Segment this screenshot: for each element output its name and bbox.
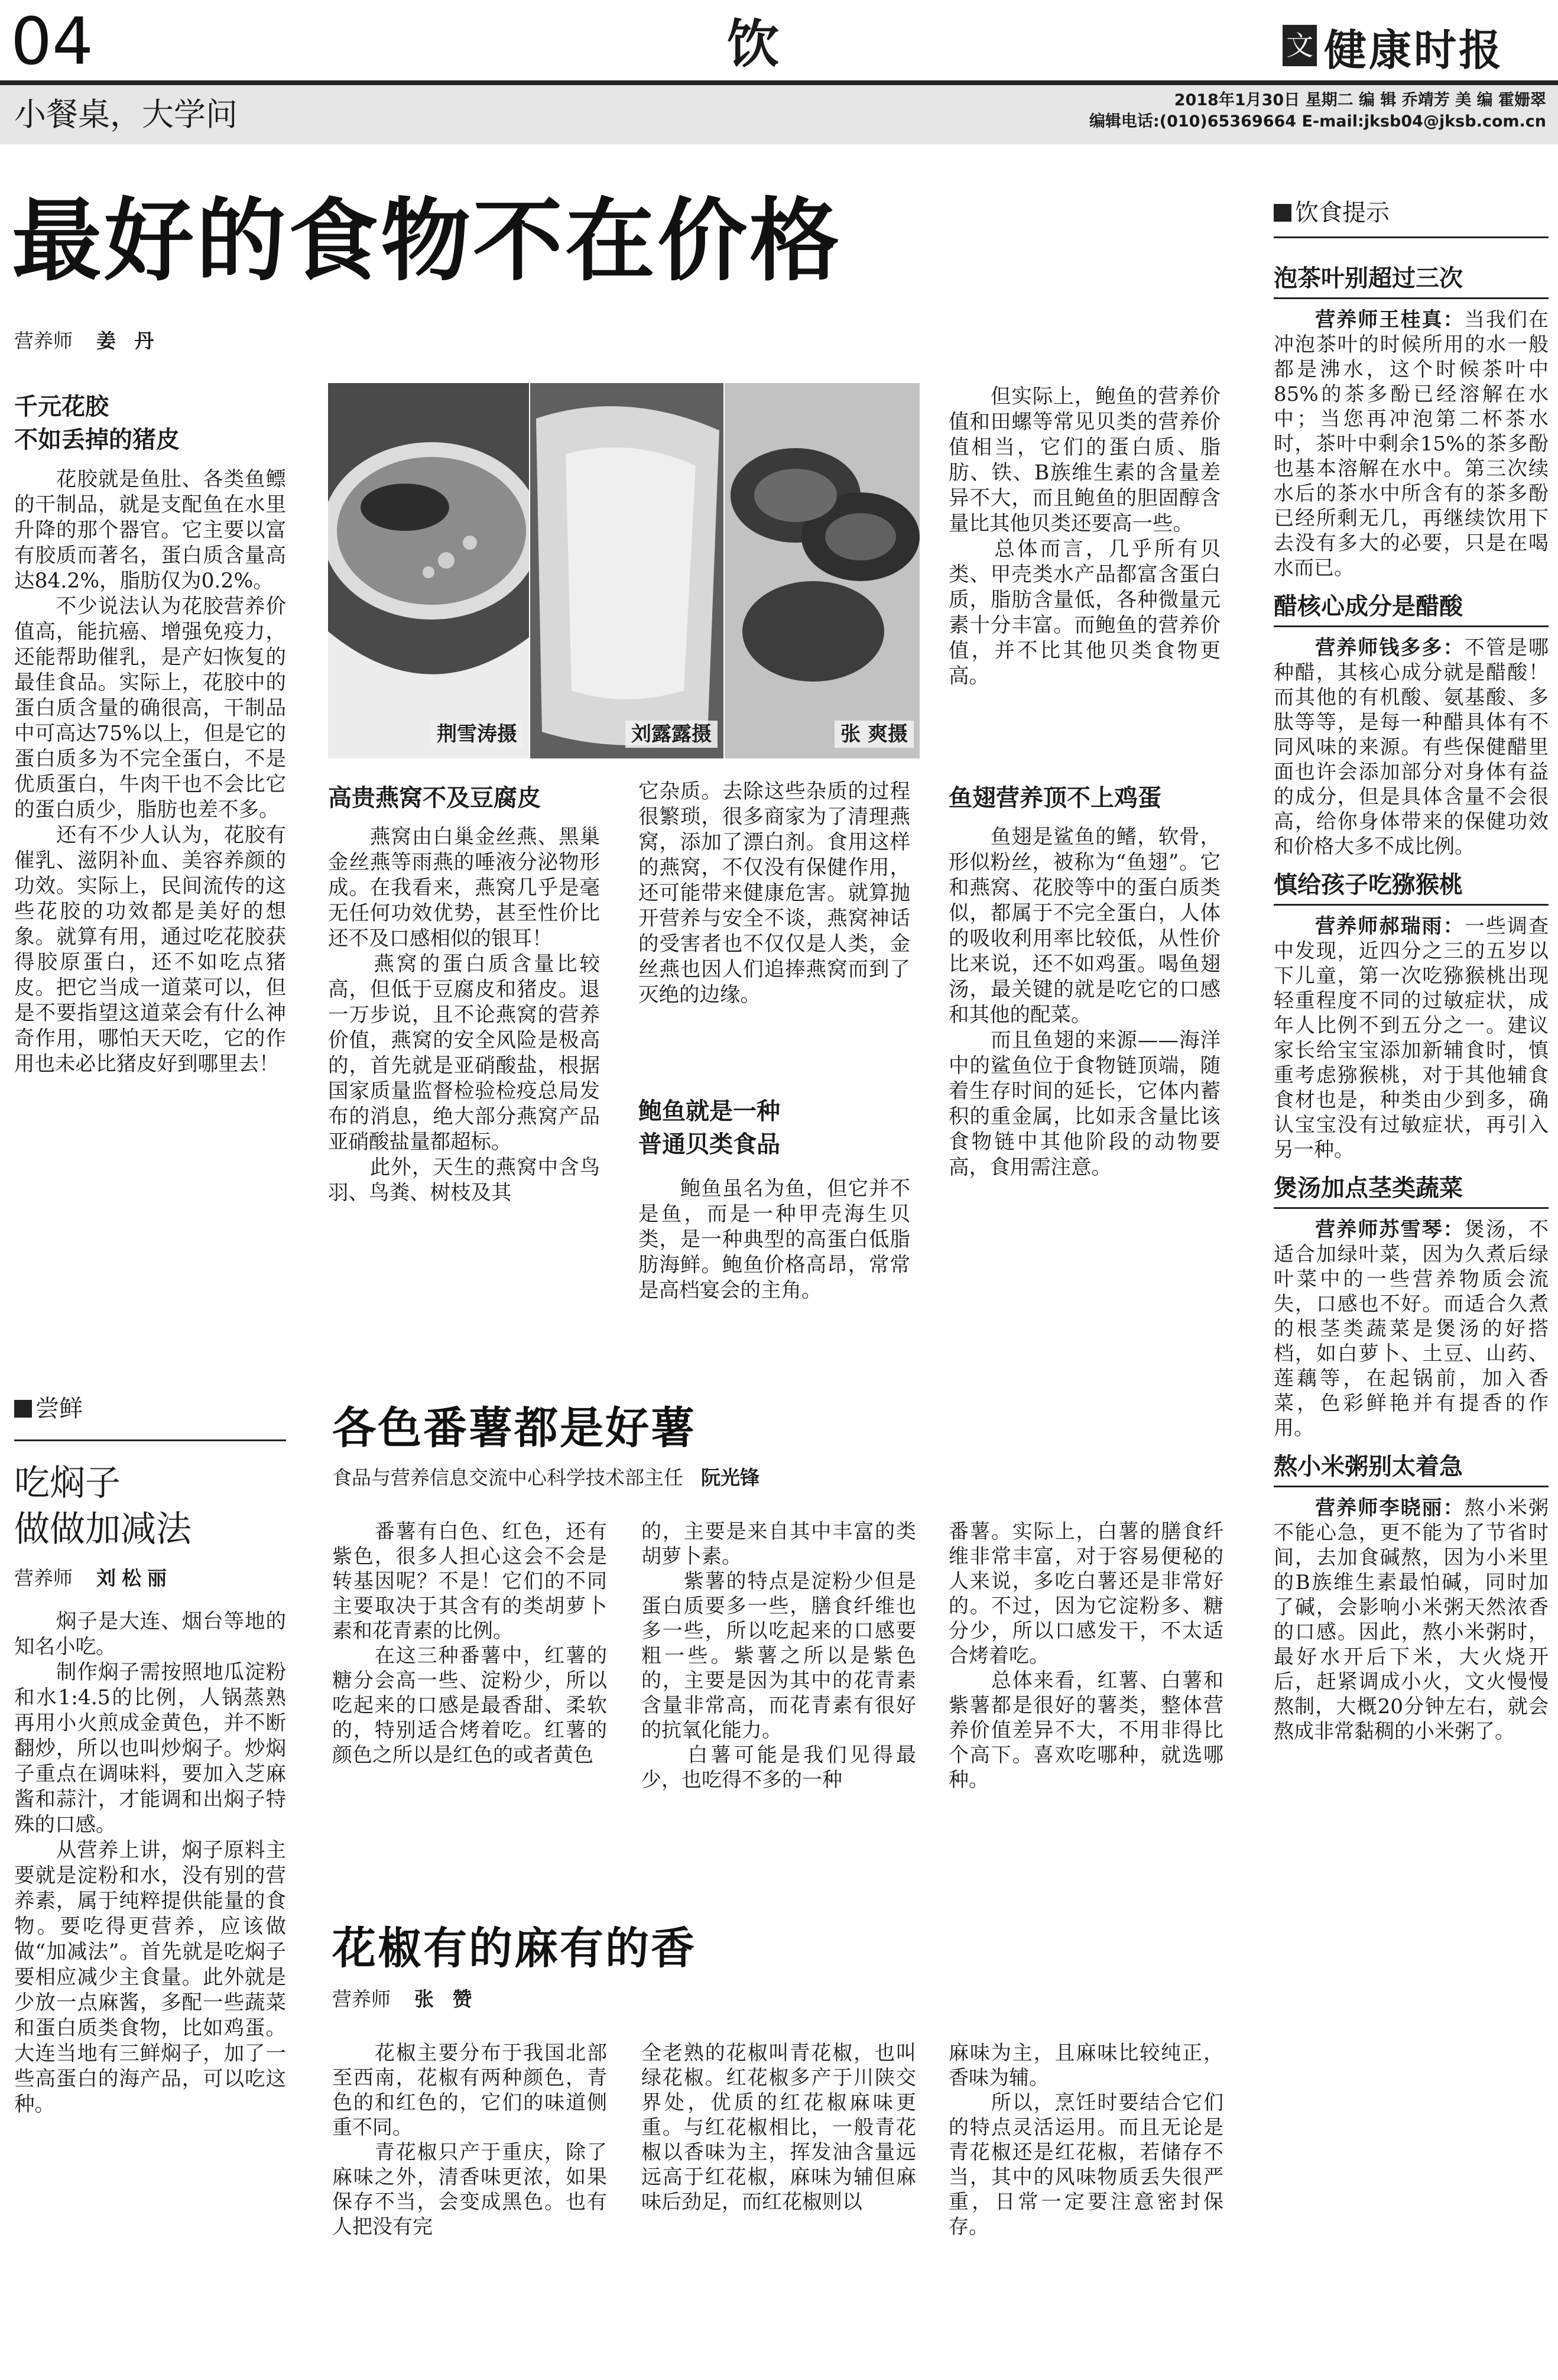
pepper-byline	[332, 1986, 478, 2012]
tip-item	[1274, 591, 1549, 859]
article-body-bird-nest-cont: 它杂质。去除这些杂质的过程很繁琐，很多商家为了清理燕窝，添加了漂白剂。食用这样的燕窝，不仅没有保健作用，还可能带来健康危害。就算抛开营养与安全不谈，燕窝神话的受害者也不仅仅是人类，金丝燕也因人们追捧燕窝而到了灭绝的边缘。	[638, 780, 910, 1007]
tip-list	[1274, 263, 1549, 1744]
tip-title: 熬小米粥别太着急	[1274, 1453, 1463, 1480]
article-body-shark-fin: 鱼翅是鲨鱼的鳍，软骨，形似粉丝，被称为“鱼翅”。它和燕窝、花胶等中的蛋白质类似，都属于不完全蛋白，人体的吸收利用率比较低，从性价比来说，还不如鸡蛋。喝鱼翅汤，最关键的就是吃它的口感和其他的配菜。 而且鱼翅的来源——海洋中的鲨鱼位于食物链顶端，随着生存时间的延长，它体内蓄积的重金属，比如汞含量比该食物链中其他阶段的动物要高，食用需注意。	[949, 825, 1221, 1179]
subhead-abalone: 鲍鱼就是一种 普通贝类食品	[638, 1098, 780, 1158]
page-number: 04	[11, 4, 93, 79]
pepper-headline: 花椒有的麻有的香	[332, 1923, 696, 1974]
tip-body: 煲汤，不适合加绿叶菜，因为久煮后绿叶菜中的一些营养物质会流失，口感也不好。而适合久煮的根茎类蔬菜是煲汤的好搭档，如白萝卜、土豆、山药、莲藕等，在起锅前，加入香菜，色彩鲜艳并有提香的作用。	[1274, 1218, 1549, 1440]
tip-text	[1274, 1217, 1549, 1441]
sweet-potato-byline	[332, 1465, 759, 1491]
byline-name: 张 赞	[414, 1987, 478, 2011]
subhead-bird-nest: 高贵燕窝不及豆腐皮	[328, 784, 541, 812]
column-tag-tasting: 尝鲜	[14, 1394, 83, 1424]
tip-author: 营养师苏雪琴：	[1314, 1218, 1465, 1241]
byline-role: 营养师	[14, 329, 73, 352]
pepper-col-2: 全老熟的花椒叫青花椒，也叫绿花椒。红花椒多产于川陕交界处，优质的红花椒麻味更重。与红花椒相比，一般青花椒以香味为主，挥发油含量远远高于红花椒，麻味为辅但麻味后劲足，而红花椒则以	[641, 2041, 916, 2214]
section-slogan: 小餐桌，大学问	[14, 96, 238, 133]
photo-abalone	[725, 383, 920, 758]
tip-title: 泡茶叶别超过三次	[1274, 265, 1463, 292]
byline-name: 姜 丹	[96, 329, 160, 352]
sweet-potato-col-1: 番薯有白色、红色，还有紫色，很多人担心这会不会是转基因呢？不是！它们的不同主要取决于其含有的类胡萝卜素和花青素的比例。 在这三种番薯中，红薯的糖分会高一些、淀粉少，所以吃起来的口感是最香甜、柔软的，特别适合烤着吃。红薯的颜色之所以是红色的或者黄色	[332, 1520, 607, 1767]
tip-item	[1274, 870, 1549, 1162]
logo-mark: 文	[1283, 25, 1317, 66]
tofu-skin-illustration	[530, 383, 723, 758]
tasting-byline	[14, 1565, 173, 1591]
byline-role: 食品与营养信息交流中心科学技术部主任	[332, 1466, 683, 1489]
tip-text	[1274, 635, 1549, 859]
tip-author: 营养师钱多多：	[1314, 636, 1465, 660]
pepper-col-3: 麻味为主，且麻味比较纯正，香味为辅。 所以，烹饪时要结合它们的特点灵活运用。而且无论是青花椒还是红花椒，若储存不当，其中的风味物质丢失很严重，日常一定要注意密封保存。	[949, 2041, 1223, 2239]
tip-author: 营养师李晓丽：	[1314, 1496, 1465, 1520]
tip-author: 营养师郝瑞雨：	[1314, 915, 1465, 938]
main-headline: 最好的食物不在价格	[12, 189, 842, 293]
masthead-logo: 健康时报	[1324, 25, 1504, 75]
tip-body: 当我们在冲泡茶叶的时候所用的水一般都是沸水，这个时候茶叶中85%的茶多酚已经溶解在水中；当您再冲泡第二杯茶水时，茶叶中剩余15%的茶多酚也基本溶解在水中。第三次续水后的茶水中所含有的茶多酚已经所剩无几，再继续饮用下去没有多大的必要，只是在喝水而已。	[1274, 308, 1549, 580]
subhead-shark-fin: 鱼翅营养顶不上鸡蛋	[949, 784, 1161, 812]
photo-credit: 刘露露摄	[625, 721, 718, 748]
tip-rule	[1274, 297, 1549, 299]
tip-author: 营养师王桂真：	[1314, 308, 1465, 332]
photo-bird-nest-soup	[328, 383, 529, 758]
article-body-abalone: 鲍鱼虽名为鱼，但它并不是鱼，而是一种甲壳海生贝类，是一种典型的高蛋白低脂肪海鲜。鲍鱼价格高昂，常常是高档宴会的主角。	[638, 1177, 910, 1302]
tasting-title: 吃焖子 做做加减法	[14, 1463, 191, 1550]
tip-text	[1274, 307, 1549, 581]
tip-title: 慎给孩子吃猕猴桃	[1274, 871, 1463, 899]
tag-rule	[14, 1439, 286, 1441]
tip-body: 不管是哪种醋，其核心成分就是醋酸！而其他的有机酸、氨基酸、多肽等等，是每一种醋具体有不同风味的来源。有些保健醋里面也许会添加部分对身体有益的成分，但是具体含量不会很高，给你身体带来的保健功效和价格大多不成比例。	[1274, 636, 1549, 858]
tip-item	[1274, 263, 1549, 581]
tip-rule	[1274, 625, 1549, 627]
photo-tofu-skin	[530, 383, 723, 758]
tip-text	[1274, 1496, 1549, 1744]
sweet-potato-col-3: 番薯。实际上，白薯的膳食纤维非常丰富，对于容易便秘的人来说，多吃白薯还是非常好的。不过，因为它淀粉多、糖分少，所以口感发干，不太适合烤着吃。 总体来看，红薯、白薯和紫薯都是很好的薯类，整体营养价值差异不大，不用非得比个高下。喜欢吃哪种，就选哪种。	[949, 1520, 1223, 1792]
tip-title: 醋核心成分是醋酸	[1274, 593, 1463, 620]
byline-role: 营养师	[14, 1567, 73, 1590]
byline-role: 营养师	[332, 1987, 391, 2011]
abalone-illustration	[725, 383, 920, 758]
pepper-col-1: 花椒主要分布于我国北部至西南，花椒有两种颜色，青色的和红色的，它们的味道侧重不同。 青花椒只产于重庆，除了麻味之外，清香味更浓，如果保存不当，会变成黑色。也有人把没有完	[332, 2041, 607, 2239]
tip-rule	[1274, 1207, 1549, 1209]
article-body-bird-nest: 燕窝由白巢金丝燕、黑巢金丝燕等雨燕的唾液分泌物形成。在我看来，燕窝几乎是毫无任何功效优势，甚至性价比还不及口感相似的银耳！ 燕窝的蛋白质含量比较高，但低于豆腐皮和猪皮。退一万步说，且不论燕窝的营养价值，燕窝的安全风险是极高的，首先就是亚硝酸盐，根据国家质量监督检验检疫总局发布的消息，绝大部分燕窝产品亚硝酸盐量都超标。 此外，天生的燕窝中含鸟羽、鸟粪、树枝及其	[328, 825, 600, 1205]
contact-line: 编辑电话:(010)65369664 E-mail:jksb04@jksb.com.cn	[1089, 112, 1546, 131]
date-line: 2018年1月30日 星期二 编 辑 乔靖芳 美 编 霍姗翠	[1174, 91, 1546, 109]
subhead-fish-maw: 千元花胶 不如丢掉的猪皮	[14, 393, 180, 453]
main-byline	[14, 328, 160, 354]
sweet-potato-col-2: 的，主要是来自其中丰富的类胡萝卜素。 紫薯的特点是淀粉少但是蛋白质要多一些，膳食纤维也多一些，所以吃起来的口感要粗一些。紫薯之所以是紫色的，主要是因为其中的花青素含量非常高，而花青素有很好的抗氧化能力。 白薯可能是我们见得最少，也吃得不多的一种	[641, 1520, 916, 1792]
article-body-abalone-cont: 但实际上，鲍鱼的营养价值和田螺等常见贝类的营养价值相当，它们的蛋白质、脂肪、铁、B族维生素的含量差异不大，而且鲍鱼的胆固醇含量比其他贝类还要高一些。 总体而言，几乎所有贝类、甲壳类水产品都富含蛋白质，脂肪含量低，各种微量元素十分丰富。而鲍鱼的营养价值，并不比其他贝类食物更高。	[949, 385, 1221, 688]
tip-body: 熬小米粥不能心急，更不能为了节省时间，去加食碱熬，因为小米里的B族维生素最怕碱，同时加了碱，会影响小米粥天然浓香的口感。因此，熬小米粥时，最好水开后下米，大火烧开后，赶紧调成小火，文火慢慢熬制，大概20分钟左右，就会熬成非常黏稠的小米粥了。	[1274, 1496, 1549, 1743]
tag-rule	[1274, 236, 1549, 238]
article-body-fish-maw: 花胶就是鱼肚、各类鱼鳔的干制品，就是支配鱼在水里升降的那个器官。它主要以富有胶质而著名，蛋白质含量高达84.2%，脂肪仅为0.2%。 不少说法认为花胶营养价值高，能抗癌、增强免疫力，还能帮助催乳，是产妇恢复的最佳食品。实际上，花胶中的蛋白质含量的确很高，干制品中可高达75%以上，但是它的蛋白质多为不完全蛋白，不是优质蛋白，牛肉干也不会比它的蛋白质少，脂肪也差不多。 还有不少人认为，花胶有催乳、滋阴补血、美容养颜的功效。实际上，民间流传的这些花胶的功效都是美好的想象。就算有用，通过吃花胶获得胶原蛋白，还不如吃点猪皮。把它当成一道菜可以，但是不要指望这道菜会有什么神奇作用，哪怕天天吃，它的作用也未必比猪皮好到哪里去！	[14, 468, 286, 1076]
section-title: 饮	[727, 14, 780, 74]
tip-text	[1274, 914, 1549, 1162]
sweet-potato-headline: 各色番薯都是好薯	[332, 1403, 696, 1454]
column-tag-diet-tips: 饮食提示	[1274, 198, 1390, 228]
byline-name: 阮光锋	[701, 1466, 759, 1489]
photo-credit: 荆雪涛摄	[431, 721, 523, 748]
photo-credit: 张 爽摄	[835, 721, 914, 748]
tip-item	[1274, 1173, 1549, 1441]
bowl-illustration	[328, 383, 529, 758]
tip-rule	[1274, 904, 1549, 906]
byline-name: 刘松丽	[96, 1567, 173, 1590]
tip-body: 一些调查中发现，近四分之三的五岁以下儿童，第一次吃猕猴桃出现轻重程度不同的过敏症状，成年人比例不到五分之一。建议家长给宝宝添加新辅食时，慎重考虑猕猴桃，对于其他辅食食材也是，种类由少到多，确认宝宝没有过敏症状，再引入另一种。	[1274, 915, 1549, 1162]
tip-title: 煲汤加点茎类蔬菜	[1274, 1175, 1463, 1202]
tip-rule	[1274, 1486, 1549, 1487]
tasting-body: 焖子是大连、烟台等地的知名小吃。 制作焖子需按照地瓜淀粉和水1:4.5的比例，人锅蒸熟再用小火煎成金黄色，并不断翻炒，所以也叫炒焖子。炒焖子重点在调味料，要加入芝麻酱和蒜汁，才能调和出焖子特殊的口感。 从营养上讲，焖子原料主要就是淀粉和水，没有别的营养素，属于纯粹提供能量的食物。要吃得更营养，应该做做“加减法”。首先就是吃焖子要相应减少主食量。此外就是少放一点麻酱，多配一些蔬菜和蛋白质类食物，比如鸡蛋。大连当地有三鲜焖子，加了一些高蛋白的海产品，可以吃这种。	[14, 1610, 286, 2116]
edition-info	[1089, 90, 1546, 132]
header-rule	[0, 80, 1558, 85]
tip-item	[1274, 1451, 1549, 1744]
